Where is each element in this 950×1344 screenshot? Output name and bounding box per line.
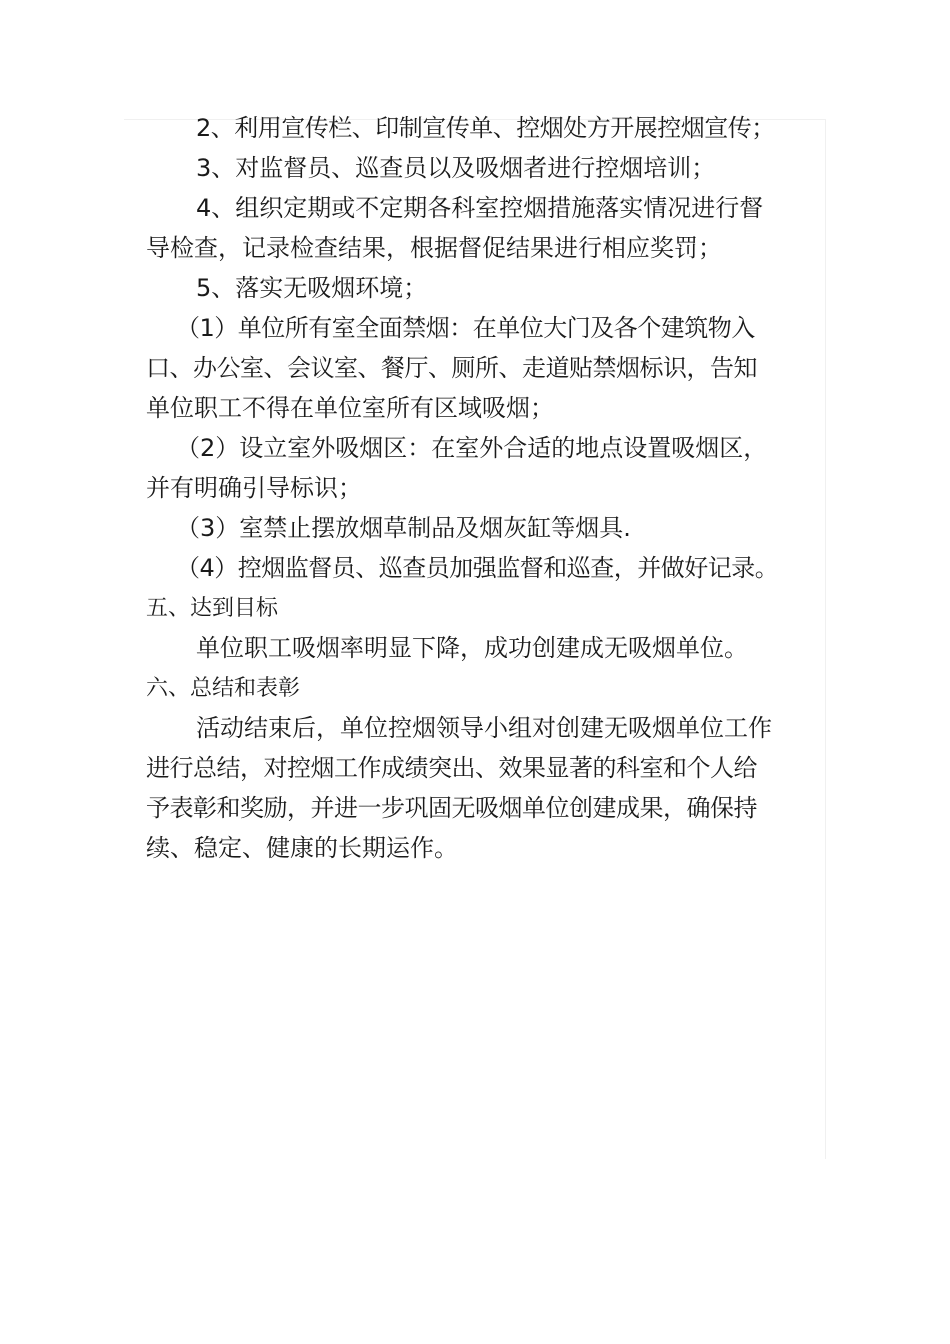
paragraph-line: 续、稳定、健康的长期运作。	[146, 834, 458, 862]
paragraph-line: 活动结束后，单位控烟领导小组对创建无吸烟单位工作	[196, 714, 772, 742]
paragraph-line: 并有明确引导标识；	[146, 474, 362, 502]
paragraph-line: 导检查，记录检查结果，根据督促结果进行相应奖罚；	[146, 234, 722, 262]
document-body	[146, 108, 826, 868]
section-heading: 五、达到目标	[146, 596, 279, 621]
paragraph-line: （1）单位所有室全面禁烟：在单位大门及各个建筑物入	[176, 314, 755, 342]
paragraph-line: 单位职工吸烟率明显下降，成功创建成无吸烟单位。	[196, 634, 748, 662]
paragraph-line: 3、对监督员、巡查员以及吸烟者进行控烟培训；	[196, 154, 716, 182]
paragraph-line: 2、利用宣传栏、印制宣传单、控烟处方开展控烟宣传；	[196, 114, 775, 142]
paragraph-line: 口、办公室、会议室、餐厅、厕所、走道贴禁烟标识，告知	[146, 354, 757, 382]
paragraph-line: 单位职工不得在单位室所有区域吸烟；	[146, 394, 554, 422]
paragraph-line: （2）设立室外吸烟区：在室外合适的地点设置吸烟区，	[176, 434, 768, 462]
paragraph-line: 进行总结，对控烟工作成绩突出、效果显著的科室和个人给	[146, 754, 757, 782]
paragraph-line: （4）控烟监督员、巡查员加强监督和巡查，并做好记录。	[176, 554, 779, 582]
paragraph-line: 5、落实无吸烟环境；	[196, 274, 428, 302]
paragraph-line: 4、组织定期或不定期各科室控烟措施落实情况进行督	[196, 194, 764, 222]
paragraph-line: 予表彰和奖励，并进一步巩固无吸烟单位创建成果，确保持	[146, 794, 757, 822]
section-heading: 六、总结和表彰	[146, 676, 301, 701]
paragraph-line: （3）室禁止摆放烟草制品及烟灰缸等烟具.	[176, 514, 631, 542]
